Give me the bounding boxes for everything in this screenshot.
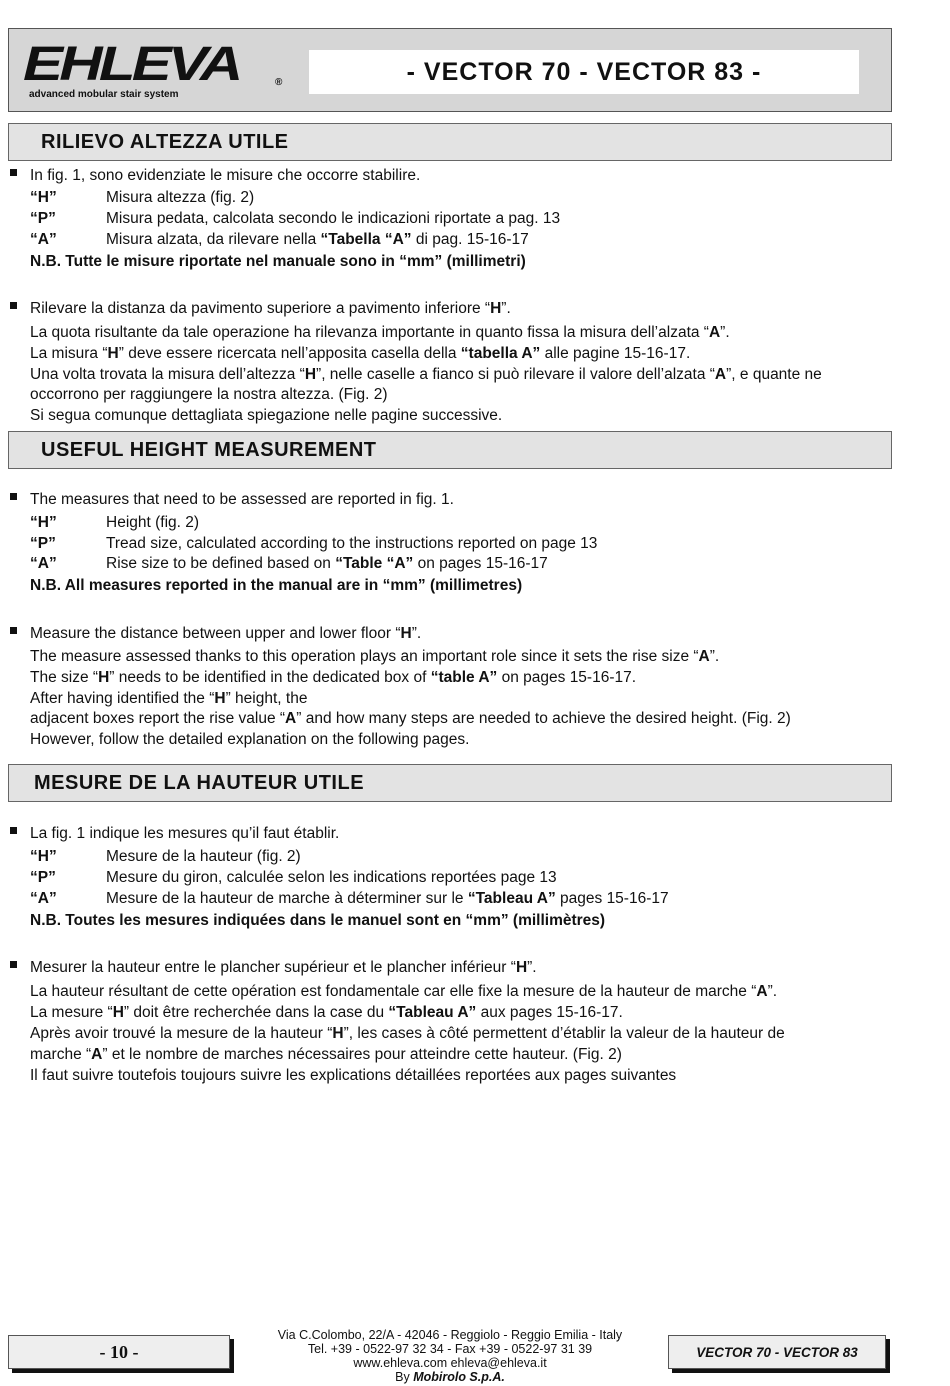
bullet-icon	[10, 169, 17, 176]
definition-a: Rise size to be defined based on “Table “A” on pages 15-16-17	[106, 555, 548, 572]
label-h: “H”	[30, 189, 57, 206]
label-a: “A”	[30, 555, 57, 572]
paragraph: Mesurer la hauteur entre le plancher supérieur et le plancher inférieur “H”.	[30, 959, 537, 976]
paragraph: The measures that need to be assessed are reported in fig. 1.	[30, 491, 454, 508]
definition-h: Mesure de la hauteur (fig. 2)	[106, 848, 301, 865]
phone-fax-line: Tel. +39 - 0522-97 32 34 - Fax +39 - 0522-97 31 39	[307, 1342, 593, 1356]
label-a: “A”	[30, 231, 57, 248]
definition-a: Misura alzata, da rilevare nella “Tabella “A” di pag. 15-16-17	[106, 231, 529, 248]
paragraph: occorrono per raggiungere la nostra altezza. (Fig. 2)	[30, 386, 388, 403]
paragraph: La fig. 1 indique les mesures qu’il faut établir.	[30, 825, 340, 842]
paragraph: The size “H” needs to be identified in the dedicated box of “table A” on pages 15-16-17.	[30, 669, 637, 686]
paragraph: However, follow the detailed explanation on the following pages.	[30, 731, 470, 748]
section-heading-fr	[8, 764, 892, 802]
bullet-icon	[10, 302, 17, 309]
bullet-icon	[10, 827, 17, 834]
label-h: “H”	[30, 848, 57, 865]
nb-note: N.B. Toutes les mesures indiquées dans le manuel sont en “mm” (millimètres)	[30, 912, 606, 929]
paragraph: Rilevare la distanza da pavimento superiore a pavimento inferiore “H”.	[30, 300, 511, 317]
definition-p: Mesure du giron, calculée selon les indications reportées page 13	[106, 869, 557, 886]
paragraph: La quota risultante da tale operazione ha rilevanza importante in quanto fissa la misura dell’alzata “A”.	[30, 324, 730, 341]
paragraph: The measure assessed thanks to this operation plays an important role since it sets the rise size “A”.	[30, 648, 720, 665]
logo-tagline: advanced mobular stair system	[29, 89, 179, 100]
paragraph: La hauteur résultant de cette opération est fondamentale car elle fixe la mesure de la hauteur de marche “A”.	[30, 983, 778, 1000]
paragraph: In fig. 1, sono evidenziate le misure che occorre stabilire.	[30, 167, 421, 184]
paragraph: Una volta trovata la misura dell’altezza “H”, nelle caselle a fianco si può rilevare il valore dell’alzata “A”, e quante ne	[30, 366, 822, 383]
nb-note: N.B. Tutte le misure riportate nel manuale sono in “mm” (millimetri)	[30, 253, 526, 270]
company-address	[240, 1328, 660, 1384]
definition-p: Misura pedata, calcolata secondo le indicazioni riportate a pag. 13	[106, 210, 561, 227]
address-line: Via C.Colombo, 22/A - 42046 - Reggiolo - Reggio Emilia - Italy	[277, 1328, 623, 1342]
page-number-text: - 10 -	[99, 1341, 139, 1362]
registered-mark: ®	[275, 77, 283, 88]
paragraph: Measure the distance between upper and lower floor “H”.	[30, 625, 422, 642]
label-p: “P”	[30, 869, 56, 886]
label-p: “P”	[30, 210, 56, 227]
nb-note: N.B. All measures reported in the manual are in “mm” (millimetres)	[30, 577, 523, 594]
paragraph: After having identified the “H” height, the	[30, 690, 308, 707]
definition-h: Misura altezza (fig. 2)	[106, 189, 255, 206]
model-text: VECTOR 70 - VECTOR 83	[696, 1344, 858, 1360]
label-h: “H”	[30, 514, 57, 531]
ehleva-logo: EHLEVA	[23, 38, 240, 91]
bullet-icon	[10, 493, 17, 500]
definition-a: Mesure de la hauteur de marche à déterminer sur le “Tableau A” pages 15-16-17	[106, 890, 669, 907]
label-p: “P”	[30, 535, 56, 552]
bullet-icon	[10, 627, 17, 634]
paragraph: marche “A” et le nombre de marches nécessaires pour atteindre cette hauteur. (Fig. 2)	[30, 1046, 622, 1063]
paragraph: Après avoir trouvé la mesure de la hauteur “H”, les cases à côté permettent d’établir la valeur de la hauteur de	[30, 1025, 785, 1042]
model-label	[668, 1335, 886, 1369]
paragraph: Si segua comunque dettagliata spiegazione nelle pagine successive.	[30, 407, 503, 424]
web-email-line: www.ehleva.com ehleva@ehleva.it	[353, 1356, 547, 1370]
definition-p: Tread size, calculated according to the instructions reported on page 13	[106, 535, 598, 552]
section-title: USEFUL HEIGHT MEASUREMENT	[41, 438, 377, 461]
section-heading-it	[8, 123, 892, 161]
page-header	[8, 28, 892, 112]
paragraph: La mesure “H” doit être recherchée dans la case du “Tableau A” aux pages 15-16-17.	[30, 1004, 623, 1021]
definition-h: Height (fig. 2)	[106, 514, 200, 531]
paragraph: adjacent boxes report the rise value “A” and how many steps are needed to achieve the desired height. (Fig. 2)	[30, 710, 791, 727]
section-title: MESURE DE LA HAUTEUR UTILE	[34, 771, 365, 794]
section-heading-en	[8, 431, 892, 469]
section-title: RILIEVO ALTEZZA UTILE	[41, 130, 289, 153]
document-title: - VECTOR 70 - VECTOR 83 -	[309, 50, 859, 94]
label-a: “A”	[30, 890, 57, 907]
bullet-icon	[10, 961, 17, 968]
company-line: By Mobirolo S.p.A.	[395, 1370, 505, 1384]
paragraph: Il faut suivre toutefois toujours suivre les explications détaillées reportées aux pages suivantes	[30, 1067, 677, 1084]
page-number	[8, 1335, 230, 1369]
paragraph: La misura “H” deve essere ricercata nell’apposita casella della “tabella A” alle pagine 15-16-17.	[30, 345, 691, 362]
